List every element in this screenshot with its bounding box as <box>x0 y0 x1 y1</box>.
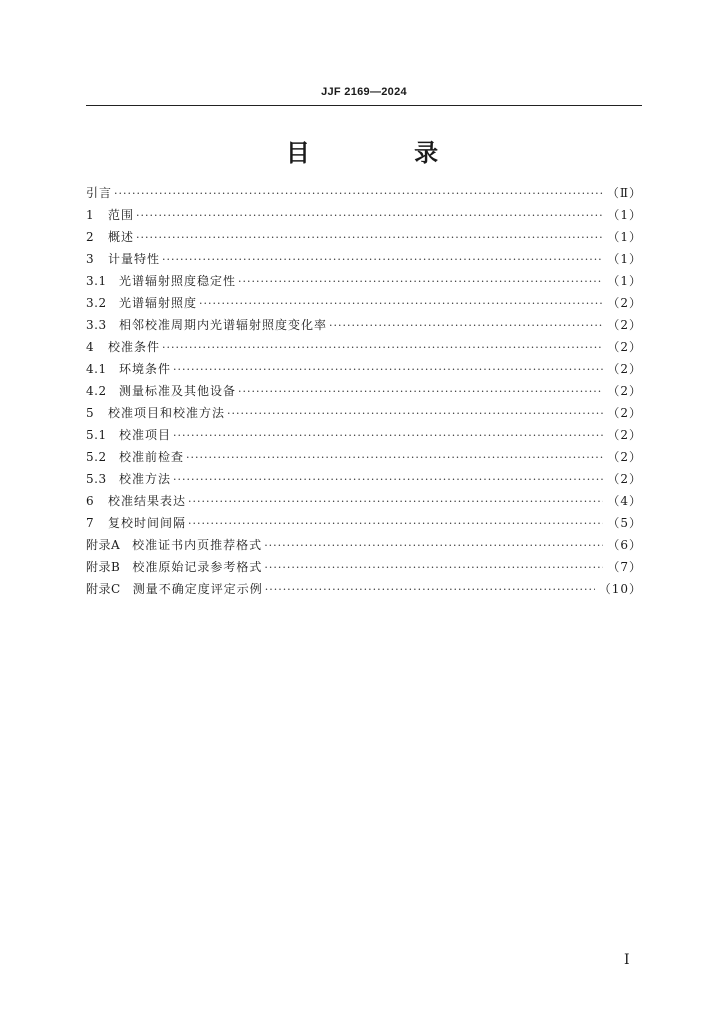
toc-entry-label: 光谱辐射照度稳定性 <box>119 274 237 288</box>
toc-entry-label: 范围 <box>108 208 135 222</box>
table-of-contents <box>86 182 642 600</box>
toc-dot-leader <box>162 249 603 271</box>
toc-dot-leader <box>238 381 603 403</box>
toc-entry[interactable] <box>86 402 642 424</box>
toc-entry-label: 测量不确定度评定示例 <box>132 582 263 596</box>
toc-entry-label: 测量标准及其他设备 <box>119 384 237 398</box>
header-rule <box>86 105 642 106</box>
toc-entry-page: （1） <box>607 230 642 244</box>
toc-entry[interactable] <box>86 424 642 446</box>
toc-entry[interactable] <box>86 270 642 292</box>
toc-entry-page: （2） <box>607 450 642 464</box>
toc-entry-label: 复校时间间隔 <box>108 516 187 530</box>
toc-entry-number: 4.1 <box>86 362 107 376</box>
toc-entry[interactable] <box>86 358 642 380</box>
toc-entry-number: 5.3 <box>86 472 107 486</box>
toc-entry-label: 光谱辐射照度 <box>119 296 198 310</box>
toc-dot-leader <box>188 491 603 513</box>
toc-entry[interactable] <box>86 204 642 226</box>
toc-dot-leader <box>114 183 603 205</box>
page-number: I <box>624 952 630 968</box>
document-code-header: JJF 2169—2024 <box>321 86 407 98</box>
toc-entry-label: 环境条件 <box>119 362 172 376</box>
toc-entry-label: 概述 <box>108 230 135 244</box>
toc-entry[interactable] <box>86 534 642 556</box>
toc-entry-number: 附录C <box>86 582 121 596</box>
toc-entry-page: （2） <box>607 318 642 332</box>
toc-entry-number: 3.3 <box>86 318 107 332</box>
toc-entry-page: （1） <box>607 252 642 266</box>
toc-entry-number: 1 <box>86 208 95 222</box>
toc-entry-page: （2） <box>607 428 642 442</box>
toc-entry-label: 校准项目 <box>119 428 172 442</box>
toc-entry-number: 3.2 <box>86 296 107 310</box>
toc-entry-page: （Ⅱ） <box>606 186 642 200</box>
toc-title: 目 录 <box>285 139 487 167</box>
toc-dot-leader <box>238 271 603 293</box>
toc-dot-leader <box>136 205 603 227</box>
toc-entry-page: （1） <box>607 274 642 288</box>
toc-dot-leader <box>188 513 603 535</box>
toc-entry-number: 3 <box>86 252 95 266</box>
toc-entry-page: （2） <box>607 406 642 420</box>
toc-entry[interactable] <box>86 292 642 314</box>
toc-entry-label: 相邻校准周期内光谱辐射照度变化率 <box>119 318 328 332</box>
toc-entry-number: 2 <box>86 230 95 244</box>
toc-entry-number: 附录B <box>86 560 121 574</box>
toc-entry-label: 校准原始记录参考格式 <box>132 560 263 574</box>
toc-entry[interactable] <box>86 578 642 600</box>
toc-entry-page: （7） <box>607 560 642 574</box>
toc-entry-page: （4） <box>607 494 642 508</box>
toc-entry-label: 计量特性 <box>108 252 161 266</box>
toc-entry-page: （2） <box>607 296 642 310</box>
toc-entry-page: （2） <box>607 472 642 486</box>
toc-entry[interactable] <box>86 182 642 204</box>
toc-dot-leader <box>227 403 603 425</box>
toc-entry-number: 5.1 <box>86 428 107 442</box>
toc-entry-number: 3.1 <box>86 274 107 288</box>
toc-entry[interactable] <box>86 336 642 358</box>
toc-entry-page: （1） <box>607 208 642 222</box>
toc-entry-number: 5 <box>86 406 95 420</box>
toc-entry[interactable] <box>86 490 642 512</box>
toc-entry-page: （6） <box>607 538 642 552</box>
toc-entry-label: 校准方法 <box>119 472 172 486</box>
toc-dot-leader <box>136 227 603 249</box>
toc-entry-number: 7 <box>86 516 95 530</box>
toc-dot-leader <box>199 293 603 315</box>
toc-entry[interactable] <box>86 512 642 534</box>
toc-entry-number: 5.2 <box>86 450 107 464</box>
toc-dot-leader <box>173 469 603 491</box>
toc-entry-page: （5） <box>607 516 642 530</box>
toc-entry-number: 附录A <box>86 538 121 552</box>
toc-dot-leader <box>173 425 603 447</box>
toc-entry-number: 4 <box>86 340 95 354</box>
toc-entry[interactable] <box>86 314 642 336</box>
toc-entry[interactable] <box>86 226 642 248</box>
toc-entry[interactable] <box>86 556 642 578</box>
toc-entry[interactable] <box>86 380 642 402</box>
toc-entry-label: 校准结果表达 <box>108 494 187 508</box>
toc-entry-number: 4.2 <box>86 384 107 398</box>
toc-entry-label: 校准项目和校准方法 <box>108 406 226 420</box>
toc-entry-page: （2） <box>607 362 642 376</box>
toc-dot-leader <box>329 315 603 337</box>
toc-dot-leader <box>264 535 603 557</box>
toc-entry[interactable] <box>86 248 642 270</box>
toc-entry[interactable] <box>86 468 642 490</box>
toc-dot-leader <box>265 579 595 601</box>
toc-entry-page: （10） <box>598 582 642 596</box>
toc-dot-leader <box>264 557 603 579</box>
toc-entry-label: 校准前检查 <box>119 450 185 464</box>
toc-entry-label: 校准证书内页推荐格式 <box>132 538 263 552</box>
toc-entry-label: 校准条件 <box>108 340 161 354</box>
toc-entry-page: （2） <box>607 384 642 398</box>
toc-dot-leader <box>173 359 603 381</box>
toc-dot-leader <box>186 447 603 469</box>
toc-entry-label: 引言 <box>86 186 113 200</box>
toc-entry[interactable] <box>86 446 642 468</box>
toc-dot-leader <box>162 337 603 359</box>
toc-entry-page: （2） <box>607 340 642 354</box>
toc-entry-number: 6 <box>86 494 95 508</box>
